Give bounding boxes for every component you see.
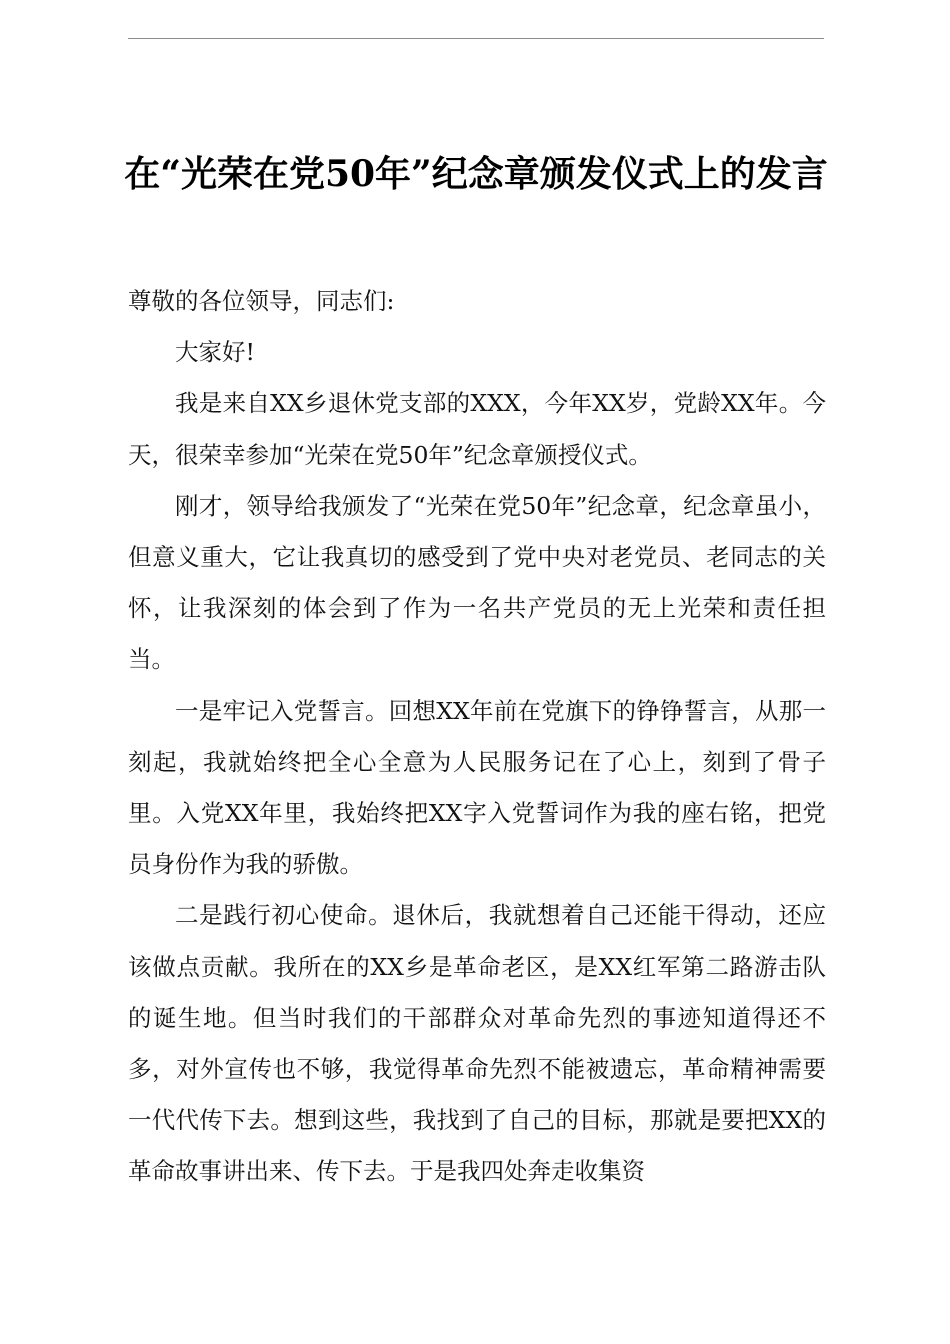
paragraph-mission: 二是践行初心使命。退休后，我就想着自己还能干得动，还应该做点贡献。我所在的XX乡是革命老区，是XX红军第二路游击队的诞生地。但当时我们的干部群众对革命先烈的事迹知道得还不多，对外宣传也不够，我觉得革命先烈不能被遗忘，革命精神需要一代代传下去。想到这些，我找到了自己的目标，那就是要把XX的革命故事讲出来、传下去。于是我四处奔走收集资 — [128, 901, 826, 1186]
header-rule — [128, 38, 824, 39]
paragraph-introduction: 我是来自XX乡退休党支部的XXX，今年XX岁，党龄XX年。今天，很荣幸参加“光荣在党50年”纪念章颁授仪式。 — [128, 389, 826, 469]
paragraph-medal: 刚才，领导给我颁发了“光荣在党50年”纪念章，纪念章虽小，但意义重大，它让我真切的感受到了党中央对老党员、老同志的关怀，让我深刻的体会到了作为一名共产党员的无上光荣和责任担当。 — [128, 491, 826, 674]
document-body — [128, 276, 826, 1198]
document-title: 在“光荣在党50年”纪念章颁发仪式上的发言 — [124, 153, 828, 195]
salutation: 尊敬的各位领导，同志们: — [128, 287, 395, 315]
paragraph-oath: 一是牢记入党誓言。回想XX年前在党旗下的铮铮誓言，从那一刻起，我就始终把全心全意为人民服务记在了心上，刻到了骨子里。入党XX年里，我始终把XX字入党誓词作为我的座右铭，把党员身份作为我的骄傲。 — [128, 696, 826, 879]
paragraph-greeting: 大家好! — [175, 338, 255, 367]
